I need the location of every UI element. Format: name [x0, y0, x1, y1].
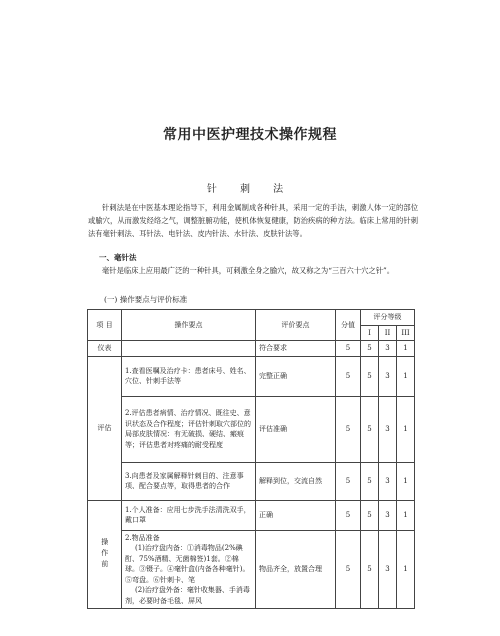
cell-g2: 3 — [379, 396, 397, 462]
cell-req: 符合要求 — [256, 341, 336, 357]
cell-g2: 3 — [379, 462, 397, 500]
header-grade: 评分等级 — [361, 310, 415, 326]
cell-g3: 1 — [397, 341, 415, 357]
cell-g2: 3 — [379, 356, 397, 396]
cell-g3: 1 — [397, 530, 415, 609]
page-title: 常用中医护理技术操作规程 — [163, 127, 337, 143]
cell-score: 5 — [336, 500, 361, 530]
points-line: (1)治疗盘内备：①消毒物品(2%碘酊、75%酒精、无菌棉签)1套。②棉球。③镊子。④毫针盒(内备各种毫针)。⑤弯盘。⑥针刺卡、笔 — [125, 544, 250, 584]
header-score: 分值 — [336, 310, 361, 341]
cell-score: 5 — [336, 396, 361, 462]
cell-g2: 3 — [379, 341, 397, 357]
cell-points: 1.个人准备：应用七步洗手法清洗双手，戴口罩 — [122, 500, 256, 530]
cell-req: 正确 — [256, 500, 336, 530]
cell-item: 仪表 — [88, 341, 122, 357]
table-row — [88, 341, 415, 357]
header-grade-3: III — [397, 325, 415, 341]
cell-g2: 3 — [379, 500, 397, 530]
points-line: (2)治疗盘外备：毫针收集器、手消毒剂，必要时备毛毯、屏风 — [125, 586, 250, 605]
table-row — [88, 530, 415, 609]
cell-req: 解释到位，交流自然 — [256, 462, 336, 500]
cell-points: 2.评估患者病情、治疗情况、既往史、意识状态及合作程度；评估针刺取穴部位的局部皮肤情况：有无破损、硬结、瘢痕等；评估患者对疼痛的耐受程度 — [122, 396, 256, 462]
header-grade-1: I — [361, 325, 379, 341]
cell-g3: 1 — [397, 500, 415, 530]
section-title: 针 刺 法 — [206, 184, 294, 195]
cell-g1: 5 — [361, 462, 379, 500]
cell-req: 物品齐全，放置合理 — [256, 530, 336, 609]
header-req: 评价要点 — [256, 310, 336, 341]
cell-g1: 5 — [361, 500, 379, 530]
intro-paragraph: 针刺法是在中医基本理论指导下，利用金属制成各种针具，采用一定的手法，刺激人体一定的部位或腧穴，从而激发经络之气，调整脏腑功能，使机体恢复健康，防治疾病的种方法。临床上常用的针刺法有毫针刺法、耳针法、电针法、皮内针法、水针法、皮肤针法等。 — [88, 203, 418, 238]
cell-g1: 5 — [361, 356, 379, 396]
subheading-standards: (一) 操作要点与评价标准 — [104, 295, 188, 304]
definition-paragraph: 毫针是临床上应用最广泛的一种针具，可刺激全身之腧穴，故又称之为“三百六十穴之针”。 — [102, 266, 395, 275]
cell-g3: 1 — [397, 396, 415, 462]
heading-haozhen: 一、毫针法 — [99, 253, 137, 262]
cell-score: 5 — [336, 462, 361, 500]
cell-g3: 1 — [397, 356, 415, 396]
cell-score: 5 — [336, 356, 361, 396]
cell-points: 1.查看医嘱及治疗卡：患者床号、姓名、穴位、针刺手法等 — [122, 356, 256, 396]
cell-points — [122, 341, 256, 357]
cell-item-before-op-text: 操作前 — [100, 537, 109, 571]
table-row — [88, 396, 415, 462]
evaluation-table — [87, 309, 415, 609]
header-item: 项 目 — [88, 310, 122, 341]
cell-g1: 5 — [361, 530, 379, 609]
header-points: 操作要点 — [122, 310, 256, 341]
header-grade-2: II — [379, 325, 397, 341]
cell-points — [122, 530, 256, 609]
table-header-row — [88, 310, 415, 326]
cell-g2: 3 — [379, 530, 397, 609]
cell-g1: 5 — [361, 396, 379, 462]
cell-g1: 5 — [361, 341, 379, 357]
cell-g3: 1 — [397, 462, 415, 500]
cell-item-before-op — [88, 500, 122, 609]
cell-item-assess: 评估 — [88, 356, 122, 500]
cell-req: 评估准确 — [256, 396, 336, 462]
cell-req: 完整正确 — [256, 356, 336, 396]
cell-points: 3.向患者及家属解释针刺目的、注意事项、配合要点等，取得患者的合作 — [122, 462, 256, 500]
table-row — [88, 462, 415, 500]
cell-score: 5 — [336, 530, 361, 609]
table-row — [88, 500, 415, 530]
cell-score: 5 — [336, 341, 361, 357]
table-row — [88, 356, 415, 396]
points-line: 2.物品准备 — [125, 533, 160, 542]
